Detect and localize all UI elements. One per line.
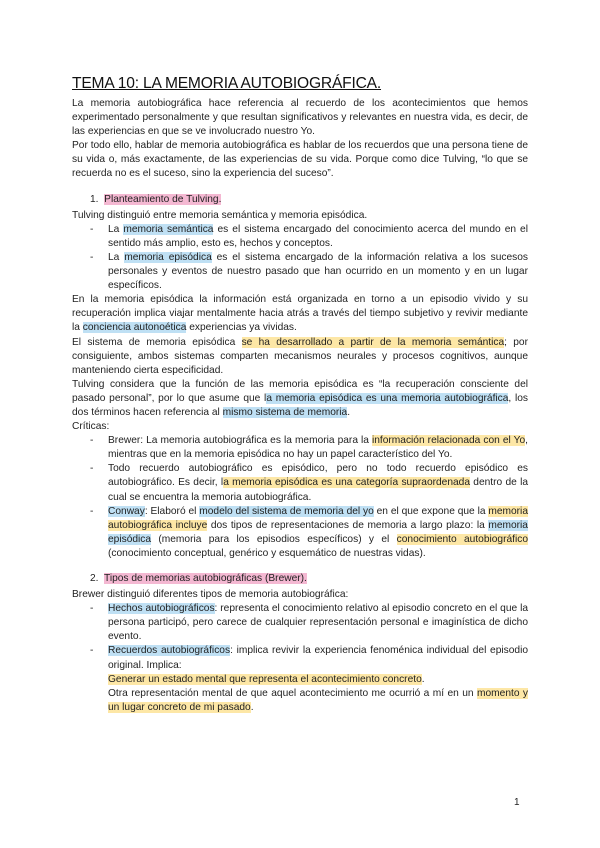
section-2-lead: Brewer distinguió diferentes tipos de memoria autobiográfica: — [72, 589, 349, 601]
list-item: - Recuerdos autobiográficos: implica revivir la experiencia fenoménica individual del episodio original. Implica: — [108, 644, 528, 672]
list-item: - Todo recuerdo autobiográfico es episódico, pero no todo recuerdo episódico es autobiográfico. Es decir, la memoria episódica es una categoría supraordenada dentro de la cual se encuentra la memoria autobiográfica. — [108, 462, 528, 504]
paragraph-episodic: En la memoria episódica la información está organizada en torno a un episodio vivido y su recuperación implica viajar mentalmente hacia atrás a través del tiempo subjetivo y revivir mediante la conciencia autonoética experiencias ya vividas. — [72, 294, 528, 334]
recuerdos-line-2: Otra representación mental de que aquel acontecimiento me ocurrió a mí en un momento y un lugar concreto de mi pasado. — [108, 687, 528, 713]
section-1-number: 1. — [90, 193, 99, 205]
intro-paragraph-1: La memoria autobiográfica hace referencia al recuerdo de los acontecimientos que hemos experimentado personalmente y que resultan significativos y relevantes en nuestra vida, es decir, de las experiencias en que se ve involucrado nuestro Yo. — [72, 98, 528, 138]
page-title: TEMA 10: LA MEMORIA AUTOBIOGRÁFICA. — [72, 75, 382, 92]
section-2-heading — [72, 572, 528, 586]
criticas-list — [72, 434, 528, 561]
paragraph-system: El sistema de memoria episódica se ha desarrollado a partir de la memoria semántica; por consiguiente, ambos sistemas comparten mecanismos neurales y procesos cognitivos, aunque manteniendo cierta especificidad. — [72, 336, 528, 376]
list-item: - La memoria semántica es el sistema encargado del conocimiento acerca del mundo en el sentido más amplio, esto es, hechos y conceptos. — [108, 223, 528, 251]
paragraph-tulving: Tulving considera que la función de las memoria episódica es “la recuperación consciente del pasado personal”, por lo que asume que la memoria episódica es una memoria autobiográfica, los dos términos hacen referencia al mismo sistema de memoria. — [72, 378, 529, 418]
list-item: - Hechos autobiográficos: representa el conocimiento relativo al episodio concreto en el que la persona participó, pero carece de cualquier representación personal e imaginística de dicho evento. — [108, 602, 528, 644]
page-number: 1 — [514, 797, 520, 808]
intro-paragraph-2: Por todo ello, hablar de memoria autobiográfica es hablar de los recuerdos que una persona tiene de su vida o, más exactamente, de las experiencias de su vida. Porque como dice Tulving, “lo que se recuerda no es el suceso, sino la experiencia del suceso”. — [72, 140, 528, 180]
brewer-types-list — [72, 602, 528, 672]
list-item: - La memoria episódica es el sistema encargado de la información relativa a los sucesos personales y eventos de nuestro pasado que han ocurrido en un momento y en un lugar específicos. — [108, 251, 528, 293]
section-1-lead: Tulving distinguió entre memoria semántica y memoria episódica. — [72, 209, 368, 221]
criticas-label: Críticas: — [72, 421, 110, 433]
section-2-title: Tipos de memorias autobiográficas (Brewer). — [103, 573, 307, 584]
document-body — [72, 75, 528, 715]
section-1-title: Planteamiento de Tulving. — [104, 193, 222, 205]
list-item: - Conway: Elaboró el modelo del sistema de memoria del yo en el que expone que la memoria autobiográfica incluye dos tipos de representaciones de memoria a largo plazo: la memoria episódica (memoria para los episodios específicos) y el conocimiento autobiográfico (conocimiento conceptual, genérico y esquemático de nuestras vidas). — [108, 505, 528, 561]
section-2-number: 2. — [90, 573, 99, 584]
recuerdos-line-1: Generar un estado mental que representa el acontecimiento concreto. — [108, 673, 425, 685]
section-1-heading — [72, 193, 528, 207]
list-item: - Brewer: La memoria autobiográfica es la memoria para la información relacionada con el Yo, mientras que en la memoria episódica no hay un papel característico del Yo. — [108, 434, 528, 462]
memory-types-list — [72, 223, 528, 293]
